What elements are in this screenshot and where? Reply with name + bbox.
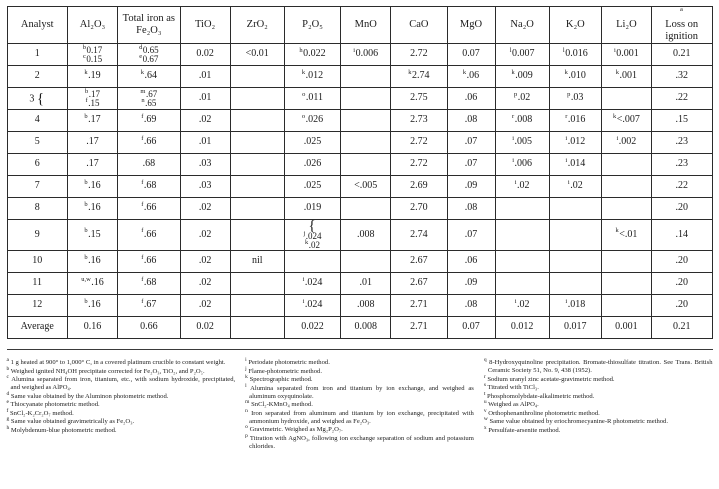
cell-mno: <.005	[341, 176, 391, 198]
cell-loi: .20	[651, 251, 712, 273]
cell-p2o5: .025	[284, 176, 340, 198]
cell-na2o: $^r$.008	[495, 110, 549, 132]
cell-zro2	[230, 88, 284, 110]
cell-na2o	[495, 273, 549, 295]
column-header-mgo: MgO	[447, 7, 495, 44]
column-header-cao: CaO	[391, 7, 447, 44]
cell-cao: 2.72	[391, 44, 447, 66]
cell-cao: 2.71	[391, 295, 447, 317]
column-header-analyst: Analyst	[7, 7, 67, 44]
average-cell-mgo: 0.07	[447, 317, 495, 339]
average-cell-mno: 0.008	[341, 317, 391, 339]
cell-al2o3: $^b$0.17 $^c$0.15	[67, 44, 117, 66]
cell-k2o: $^i$.018	[549, 295, 601, 317]
cell-na2o	[495, 198, 549, 220]
footnote-item: $^l$ Alumina separated from iron and titanium by ion exchange, and weighed as aluminum oxyquinolate.	[245, 382, 474, 400]
cell-tio2: .02	[180, 251, 230, 273]
cell-na2o	[495, 220, 549, 251]
analyst-cell: 8	[7, 198, 67, 220]
footnote-item: $^h$ Molybdenum-blue photometric method.	[6, 424, 117, 434]
cell-tio2: .01	[180, 132, 230, 154]
cell-al2o3: $^b$.16	[67, 176, 117, 198]
cell-tio2: .03	[180, 176, 230, 198]
cell-mgo: .08	[447, 295, 495, 317]
column-header-tio2: TiO₂	[180, 7, 230, 44]
cell-li2o	[601, 273, 651, 295]
analyst-cell: 5	[7, 132, 67, 154]
cell-mgo: .06	[447, 251, 495, 273]
cell-loi: .23	[651, 154, 712, 176]
cell-li2o	[601, 251, 651, 273]
table-row	[7, 110, 712, 132]
footnote-item: $^g$ Same value obtained gravimetrically as Fe₂O₃.	[6, 416, 135, 426]
average-cell-na2o: 0.012	[495, 317, 549, 339]
cell-k2o: $^l$0.016	[549, 44, 601, 66]
table-row	[7, 295, 712, 317]
cell-mgo: .07	[447, 132, 495, 154]
analyst-cell: 6	[7, 154, 67, 176]
cell-mno	[341, 154, 391, 176]
cell-na2o: $^p$.02	[495, 88, 549, 110]
average-cell-p2o5: 0.022	[284, 317, 340, 339]
column-header-loi: $^a$ Loss on ignition	[651, 7, 712, 44]
cell-al2o3: $^b$.16	[67, 251, 117, 273]
cell-k2o: $^p$.03	[549, 88, 601, 110]
cell-mno: .01	[341, 273, 391, 295]
cell-zro2	[230, 198, 284, 220]
cell-mno: .008	[341, 220, 391, 251]
column-header-total_iron: Total iron as Fe₂O₃	[118, 7, 181, 44]
cell-tio2: .02	[180, 110, 230, 132]
cell-mgo: .06	[447, 88, 495, 110]
cell-al2o3: .17	[67, 132, 117, 154]
column-header-na2o: Na₂O	[495, 7, 549, 44]
cell-zro2	[230, 220, 284, 251]
cell-loi: .23	[651, 132, 712, 154]
cell-al2o3: $^k$.19	[67, 66, 117, 88]
cell-li2o: $^k$.001	[601, 66, 651, 88]
cell-mno: .008	[341, 295, 391, 317]
cell-li2o	[601, 295, 651, 317]
cell-total_iron: .68	[118, 154, 181, 176]
cell-na2o	[495, 251, 549, 273]
footnote-divider	[7, 349, 713, 350]
cell-tio2: .01	[180, 66, 230, 88]
footnote-item: $^w$ Same value obtained by eriochromecyanine-R photometric method.	[483, 416, 669, 426]
average-cell-tio2: 0.02	[180, 317, 230, 339]
cell-al2o3: $^{u,w}$.16	[67, 273, 117, 295]
average-cell-total_iron: 0.66	[118, 317, 181, 339]
footnote-column-2	[245, 356, 484, 451]
cell-k2o: $^i$.02	[549, 176, 601, 198]
cell-na2o: $^l$0.007	[495, 44, 549, 66]
table-row	[7, 154, 712, 176]
table-header	[7, 7, 712, 44]
cell-p2o5: $^i$.024	[284, 295, 340, 317]
footnote-item: $^m$ SnCl₂-KMnO₄ method.	[245, 398, 313, 409]
footnote-item: $^k$ Spectrographic method.	[245, 373, 313, 384]
cell-total_iron: $^f$.67	[118, 295, 181, 317]
analyst-cell: 11	[7, 273, 67, 295]
cell-cao: $^k$2.74	[391, 66, 447, 88]
column-header-p2o5: P₂O₅	[284, 7, 340, 44]
cell-p2o5: .019	[284, 198, 340, 220]
cell-p2o5: $^h$0.022	[284, 44, 340, 66]
analysis-table	[7, 6, 713, 339]
cell-loi: .14	[651, 220, 712, 251]
cell-mno	[341, 110, 391, 132]
cell-total_iron: $^m$.67 $^n$.65	[118, 88, 181, 110]
cell-mno	[341, 198, 391, 220]
table-row	[7, 132, 712, 154]
cell-k2o	[549, 220, 601, 251]
footnote-item: $^i$ Periodate photometric method.	[245, 356, 330, 366]
cell-total_iron: $^f$.66	[118, 220, 181, 251]
cell-total_iron: $^f$.69	[118, 110, 181, 132]
cell-total_iron: $^f$.68	[118, 273, 181, 295]
table-row	[7, 220, 712, 251]
average-row	[7, 317, 712, 339]
cell-loi: .22	[651, 88, 712, 110]
column-header-li2o: Li₂O	[601, 7, 651, 44]
footnote-item: $^u$ Weighed as AlPO₄.	[483, 398, 539, 409]
cell-zro2	[230, 295, 284, 317]
analyst-cell: 4	[7, 110, 67, 132]
cell-loi: .15	[651, 110, 712, 132]
cell-li2o	[601, 198, 651, 220]
cell-total_iron: $^f$.68	[118, 176, 181, 198]
cell-p2o5: $^k$.012	[284, 66, 340, 88]
cell-total_iron: $^f$.66	[118, 132, 181, 154]
cell-cao: 2.75	[391, 88, 447, 110]
cell-cao: 2.72	[391, 132, 447, 154]
table-row	[7, 251, 712, 273]
cell-tio2: .02	[180, 295, 230, 317]
footnote-item: $^v$ Orthophenanthroline photometric method.	[483, 407, 600, 417]
cell-cao: 2.67	[391, 273, 447, 295]
analyst-cell: 3 {	[7, 88, 67, 110]
cell-li2o: $^k$<.01	[601, 220, 651, 251]
analyst-cell: 10	[7, 251, 67, 273]
cell-zro2	[230, 66, 284, 88]
footnote-column-1	[6, 356, 246, 451]
cell-na2o: $^k$.009	[495, 66, 549, 88]
average-cell-k2o: 0.017	[549, 317, 601, 339]
cell-total_iron: $^f$.66	[118, 251, 181, 273]
cell-total_iron: $^k$.64	[118, 66, 181, 88]
footnote-item: $^e$ Thiocyanate photometric method.	[6, 398, 100, 409]
cell-k2o: $^i$.014	[549, 154, 601, 176]
cell-li2o: $^i$0.001	[601, 44, 651, 66]
footnote-item: $^r$ Sodium uranyl zinc acetate-gravimetric method.	[483, 373, 615, 383]
cell-al2o3: $^b$.17 $^f$.15	[67, 88, 117, 110]
analyst-cell: 9	[7, 220, 67, 251]
cell-mgo: .08	[447, 110, 495, 132]
table-row	[7, 176, 712, 198]
average-label: Average	[7, 317, 67, 339]
cell-loi: .20	[651, 295, 712, 317]
cell-p2o5: .026	[284, 154, 340, 176]
cell-k2o: $^r$.016	[549, 110, 601, 132]
average-cell-zro2	[230, 317, 284, 339]
table-header-row	[7, 7, 712, 44]
cell-p2o5: $^o$.011	[284, 88, 340, 110]
cell-mgo: .09	[447, 273, 495, 295]
cell-tio2: .02	[180, 198, 230, 220]
cell-li2o	[601, 88, 651, 110]
footnote-item: $^n$ Iron separated from aluminum and titanium by ion exchange, precipitated with ammonium hydroxide, and weighed as Fe₂O₃.	[245, 407, 474, 425]
footnote-item: $^t$ Phosphomolybdate-alkalimetric method.	[483, 390, 595, 400]
analyst-cell: 1	[7, 44, 67, 66]
analyst-cell: 12	[7, 295, 67, 317]
cell-total_iron: $^d$0.65 $^e$0.67	[118, 44, 181, 66]
cell-zro2: nil	[230, 251, 284, 273]
average-cell-al2o3: 0.16	[67, 317, 117, 339]
cell-loi: .20	[651, 273, 712, 295]
footnote-column-3	[483, 356, 713, 451]
cell-p2o5	[284, 251, 340, 273]
cell-al2o3: $^b$.17	[67, 110, 117, 132]
table-row	[7, 198, 712, 220]
cell-mgo: .07	[447, 154, 495, 176]
cell-cao: 2.70	[391, 198, 447, 220]
cell-li2o	[601, 176, 651, 198]
table-row	[7, 44, 712, 66]
cell-mno	[341, 88, 391, 110]
cell-zro2	[230, 176, 284, 198]
cell-mgo: 0.07	[447, 44, 495, 66]
cell-k2o: $^i$.012	[549, 132, 601, 154]
table-row	[7, 273, 712, 295]
column-header-k2o: K₂O	[549, 7, 601, 44]
cell-tio2: .02	[180, 220, 230, 251]
footnote-item: $^x$ Persulfate-arsenite method.	[483, 424, 561, 434]
cell-li2o: $^k$<.007	[601, 110, 651, 132]
cell-total_iron: $^f$.66	[118, 198, 181, 220]
cell-al2o3: $^b$.16	[67, 295, 117, 317]
footnote-item: $^q$ 8-Hydroxyquinoline precipitation. Bromate-thiosulfate titration. See Trans. British Ceramic Society 51, No. 9, 438 (1952).	[483, 356, 713, 375]
cell-k2o	[549, 273, 601, 295]
cell-loi: .20	[651, 198, 712, 220]
average-cell-loi: 0.21	[651, 317, 712, 339]
cell-al2o3: .17	[67, 154, 117, 176]
cell-p2o5: .025	[284, 132, 340, 154]
footnote-item: $^c$ Alumina separated from iron, titanium, etc., with sodium hydroxide, precipitated, and weighed as AlPO₄.	[6, 373, 236, 392]
column-header-al2o3: Al₂O₃	[67, 7, 117, 44]
cell-mgo: .08	[447, 198, 495, 220]
cell-loi: .22	[651, 176, 712, 198]
cell-mno	[341, 251, 391, 273]
cell-p2o5: $^o$.026	[284, 110, 340, 132]
cell-tio2: .01	[180, 88, 230, 110]
cell-na2o: $^i$.02	[495, 295, 549, 317]
cell-cao: 2.67	[391, 251, 447, 273]
column-header-mno: MnO	[341, 7, 391, 44]
cell-k2o	[549, 251, 601, 273]
cell-na2o: $^i$.006	[495, 154, 549, 176]
table-row	[7, 66, 712, 88]
cell-na2o: $^i$.02	[495, 176, 549, 198]
cell-mno	[341, 132, 391, 154]
cell-p2o5: { $^j$.024 $^k$.02	[284, 220, 340, 251]
footnote-item: $^b$ Weighed ignited NH₄OH precipitate corrected for Fe₂O₃, TiO₂, and P₂O₅.	[6, 365, 205, 375]
cell-cao: 2.72	[391, 154, 447, 176]
footnote-item: $^d$ Same value obtained by the Aluminon photometric method.	[6, 390, 169, 400]
cell-mno: $^i$0.006	[341, 44, 391, 66]
footnote-item: $^f$ SnCl₂-K₂Cr₂O₇ method.	[6, 407, 74, 417]
analyst-cell: 7	[7, 176, 67, 198]
cell-zro2: <0.01	[230, 44, 284, 66]
table-row	[7, 88, 712, 110]
cell-cao: 2.74	[391, 220, 447, 251]
cell-na2o: $^i$.005	[495, 132, 549, 154]
cell-mgo: $^k$.06	[447, 66, 495, 88]
footnotes-section	[6, 356, 713, 451]
cell-zro2	[230, 110, 284, 132]
cell-mno	[341, 66, 391, 88]
cell-loi: 0.21	[651, 44, 712, 66]
analyst-cell: 2	[7, 66, 67, 88]
footnote-item: $^j$ Flame-photometric method.	[245, 365, 322, 375]
cell-p2o5: $^i$.024	[284, 273, 340, 295]
cell-mgo: .09	[447, 176, 495, 198]
average-cell-cao: 2.71	[391, 317, 447, 339]
cell-mgo: .07	[447, 220, 495, 251]
cell-al2o3: $^b$.16	[67, 198, 117, 220]
cell-tio2: 0.02	[180, 44, 230, 66]
cell-cao: 2.69	[391, 176, 447, 198]
footnote-item: $^a$ 1 g heated at 900° to 1,000° C, in a covered platinum crucible to constant weight.	[6, 356, 226, 366]
cell-zro2	[230, 132, 284, 154]
footnote-item: $^o$ Gravimetric. Weighed as Mg₂P₂O₇.	[245, 424, 343, 434]
table-body	[7, 44, 712, 339]
average-cell-li2o: 0.001	[601, 317, 651, 339]
cell-li2o	[601, 154, 651, 176]
cell-al2o3: $^b$.15	[67, 220, 117, 251]
column-header-zro2: ZrO₂	[230, 7, 284, 44]
cell-k2o: $^k$.010	[549, 66, 601, 88]
cell-tio2: .03	[180, 154, 230, 176]
footnote-item: $^p$ Titration with AgNO₃, following ion exchange separation of sodium and potassium chlorides.	[245, 432, 474, 450]
cell-loi: .32	[651, 66, 712, 88]
cell-tio2: .02	[180, 273, 230, 295]
cell-cao: 2.73	[391, 110, 447, 132]
cell-zro2	[230, 154, 284, 176]
footnote-item: $^s$ Titrated with TiCl₃.	[483, 381, 539, 392]
cell-zro2	[230, 273, 284, 295]
cell-k2o	[549, 198, 601, 220]
cell-li2o: $^i$.002	[601, 132, 651, 154]
